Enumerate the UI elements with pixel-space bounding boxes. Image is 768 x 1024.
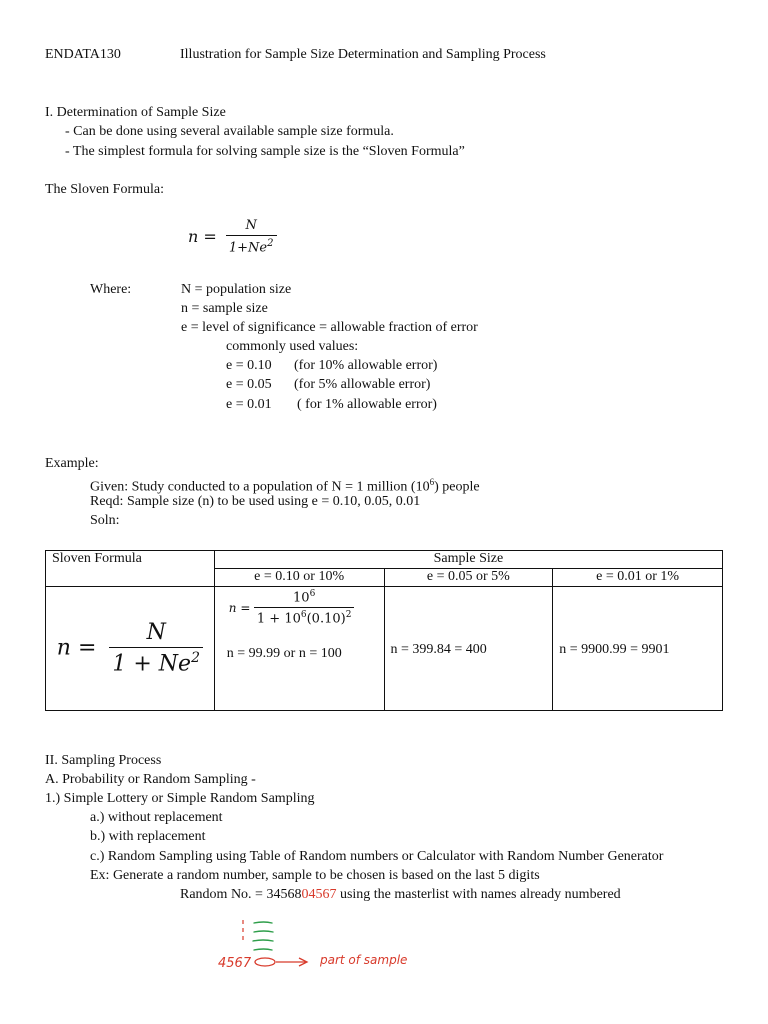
section2-sub-item-c: c.) Random Sampling using Table of Random numbers or Calculator with Random Number Generator [90,849,664,864]
example-soln: Soln: [90,513,120,528]
section1-bullet-2: - The simplest formula for solving sample size is the “Sloven Formula” [65,144,465,159]
where-label: Where: [90,282,132,297]
common-note-2: (for 5% allowable error) [294,377,431,392]
example-reqd: Reqd: Sample size (n) to be used using e = 0.10, 0.05, 0.01 [90,494,421,509]
common-note-3: ( for 1% allowable error) [297,397,437,412]
table-formula-cell [46,587,215,711]
handwritten-annotation [210,915,430,975]
section2-example: Ex: Generate a random number, sample to be chosen is based on the last 5 digits [90,868,540,883]
section2-sub-item-b: b.) with replacement [90,829,206,844]
random-digits-last5: 04567 [301,887,337,902]
formula-den-base: 1+Ne [228,240,268,256]
section2-item-1: 1.) Simple Lottery or Simple Random Sampling [45,791,315,806]
section1-bullet-1: - Can be done using several available sample size formula. [65,124,394,139]
section2-sub-item-a: a.) without replacement [90,810,223,825]
table-result-005: n = 399.84 = 400 [390,642,487,657]
handwritten-circle [255,958,275,966]
sub-den-post: (0.10) [306,611,346,627]
common-value-2: e = 0.05 [226,377,272,392]
table-formula [56,620,203,677]
definition-e: e = level of significance = allowable fraction of error [181,320,478,335]
table-formula-den-exp: 2 [191,650,200,667]
random-description: using the masterlist with names already numbered [336,887,621,902]
table-header-sample-size: Sample Size [214,551,722,569]
common-value-3: e = 0.01 [226,397,272,412]
random-digits-prefix: 34568 [266,887,302,902]
table-cell-001 [553,587,723,711]
sub-den-base: 1 + 10 [256,611,301,627]
given-exponent: 6 [429,477,435,487]
table-subheader-001: e = 0.01 or 1% [553,569,723,587]
definition-N: N = population size [181,282,292,297]
table-formula-fraction [109,620,203,676]
table-result-010: n = 99.99 or n = 100 [226,646,342,661]
handwritten-number: 4567 [218,956,252,971]
section1-heading: I. Determination of Sample Size [45,105,226,120]
handwritten-note: part of sample [320,953,408,967]
formula-numerator: N [245,218,257,233]
common-values-label: commonly used values: [226,339,359,354]
sub-formula-denominator [254,607,355,626]
sub-den-exp2: 2 [345,610,352,621]
common-value-1: e = 0.10 [226,358,272,373]
sloven-formula [188,218,277,255]
section2-sub-a: A. Probability or Random Sampling - [45,772,256,787]
random-label: Random No. = [180,887,267,902]
table-cell-005 [384,587,553,711]
table-formula-den-base: 1 + Ne [112,651,192,677]
table-formula-lhs: n = [56,635,97,661]
example-label: Example: [45,456,99,471]
formula-lhs: n = [188,227,217,247]
formula-fraction [226,218,277,255]
sub-num-exp: 6 [309,589,316,599]
handwritten-green-lines [253,922,273,950]
sample-size-table [45,550,723,711]
table-sub-formula [229,589,355,627]
given-text-end: ) people [434,479,480,495]
table-subheader-010: e = 0.10 or 10% [214,569,384,587]
table-result-001: n = 9900.99 = 9901 [559,642,670,657]
definition-n: n = sample size [181,301,268,316]
table-formula-numerator: N [146,620,166,646]
formula-denominator [226,235,277,255]
table-formula-denominator [109,647,203,676]
sub-formula-lhs: n = [228,600,251,615]
formula-label: The Sloven Formula: [45,182,164,197]
section2-heading: II. Sampling Process [45,753,162,768]
random-number-line [180,886,621,904]
document-title: Illustration for Sample Size Determination and Sampling Process [180,47,546,62]
table-subheader-005: e = 0.05 or 5% [384,569,553,587]
course-code: ENDATA130 [45,47,121,62]
handwritten-arrow [276,958,307,966]
given-text: Given: Study conducted to a population of N = 1 million (10 [90,479,430,495]
common-note-1: (for 10% allowable error) [294,358,438,373]
sub-formula-fraction [254,589,355,627]
sub-num-base: 10 [293,590,310,606]
table-cell-010 [214,587,384,711]
formula-den-exp: 2 [267,238,274,249]
sub-den-exp: 6 [300,610,307,621]
sub-formula-numerator [290,589,318,607]
table-header-sloven: Sloven Formula [46,551,215,587]
